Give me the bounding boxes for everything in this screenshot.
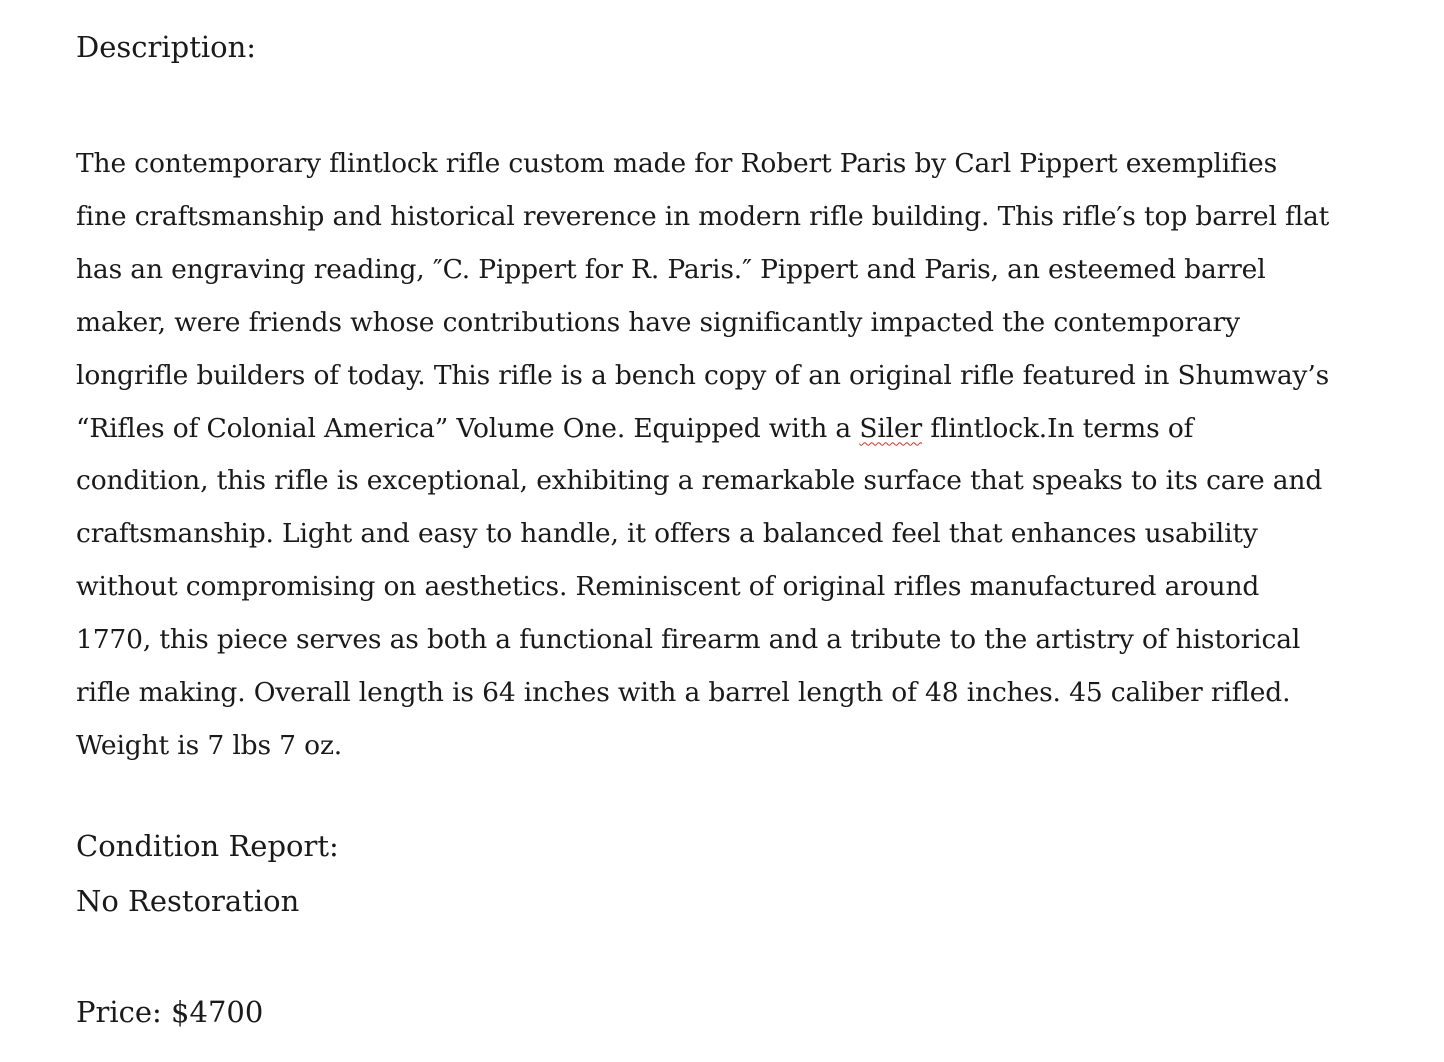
price-text: Price: $4700 — [76, 995, 264, 1029]
description-text-part-1: The contemporary flintlock rifle custom made for Robert Paris by Carl Pippert exemplifies fine craftsmanship and historical reverence in modern rifle building. This rifle′s top barrel flat has an engraving reading, ″C. Pippert for R. Paris.″ Pippert and Paris, an esteemed barrel maker, were friends whose contributions have significantly impacted the contemporary longrifle builders of today. This rifle is a bench copy of an original rifle featured in Shumway’s “Rifles of Colonial America” Volume One. Equipped with a — [76, 148, 1330, 444]
spellcheck-flagged-word[interactable]: Siler — [859, 412, 923, 444]
description-text — [76, 138, 1332, 773]
description-label: Description: — [76, 30, 257, 64]
condition-report-value: No Restoration — [76, 884, 300, 918]
description-text-part-2: flintlock.In terms of condition, this rifle is exceptional, exhibiting a remarkable surface that speaks to its care and craftsmanship. Light and easy to handle, it offers a balanced feel that enhances usability without compromising on aesthetics. Reminiscent of original rifles manufactured around 1770, this piece serves as both a functional firearm and a tribute to the artistry of historical rifle making. Overall length is 64 inches with a barrel length of 48 inches. 45 caliber rifled. Weight is 7 lbs 7 oz. — [76, 412, 1323, 761]
condition-report-label: Condition Report: — [76, 829, 339, 863]
